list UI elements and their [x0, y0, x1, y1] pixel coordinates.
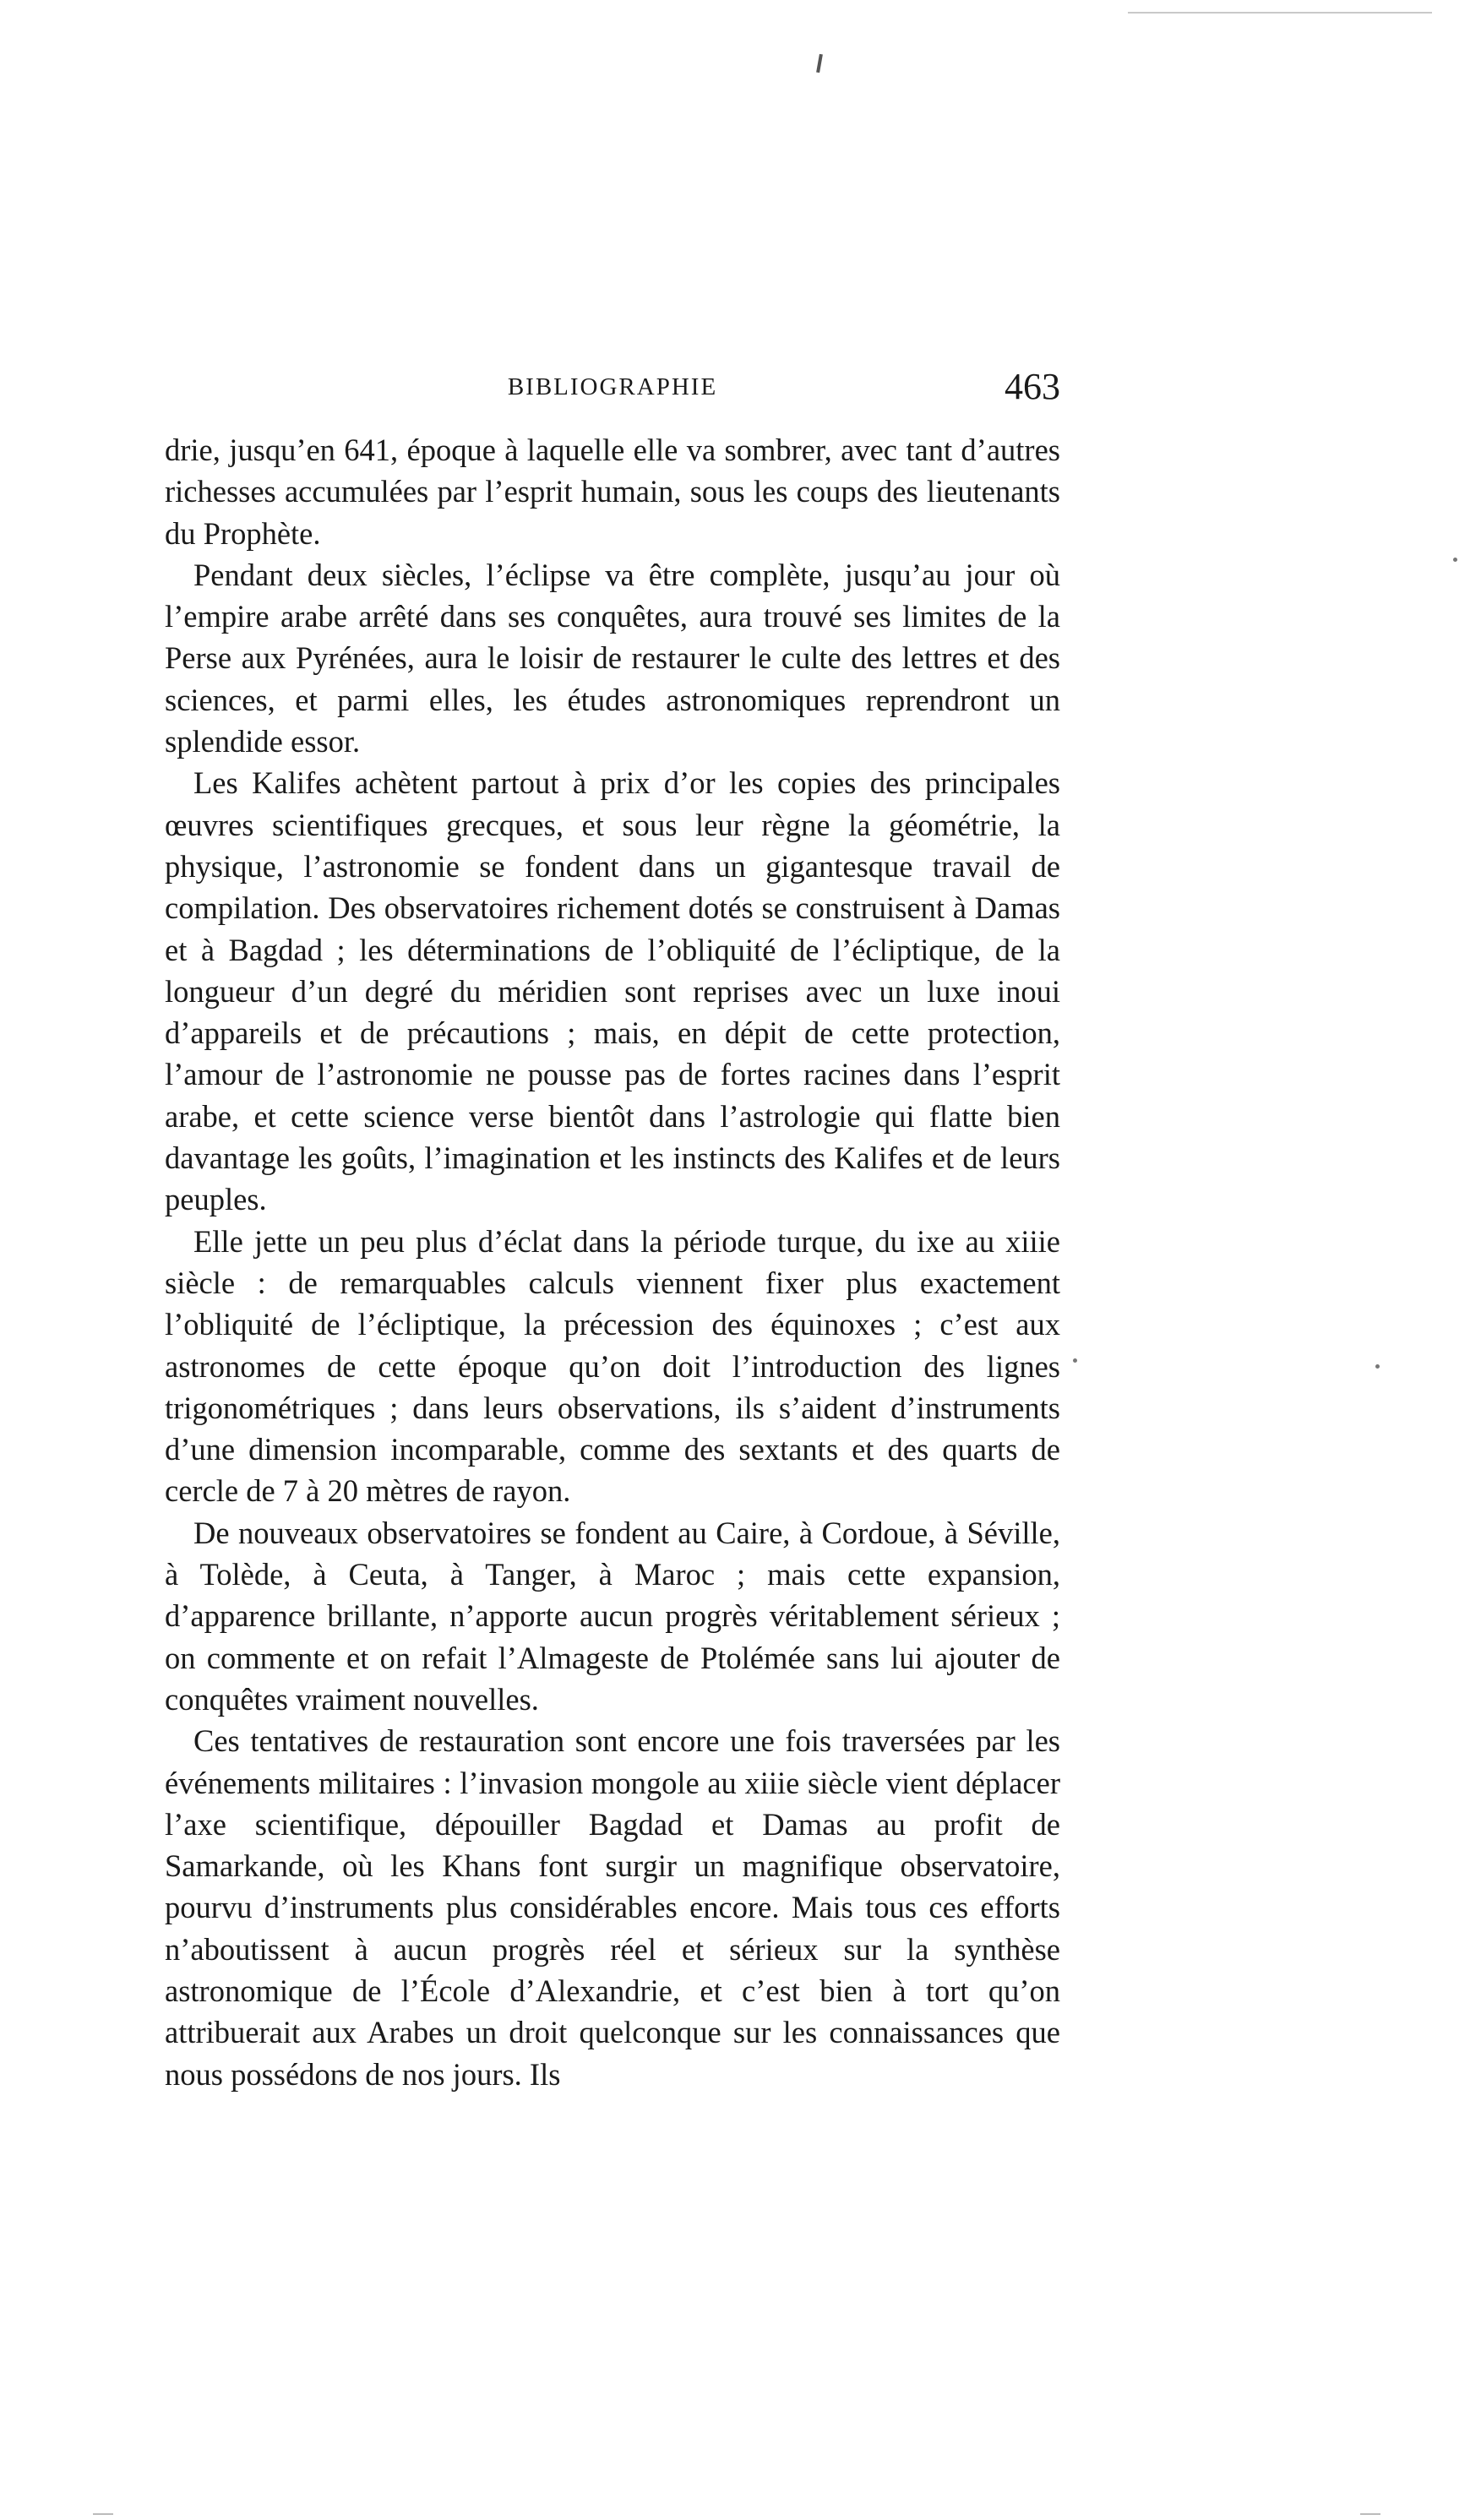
page-header: [165, 365, 1060, 416]
paragraph-observatories: De nouveaux observatoires se fondent au Caire, à Cordoue, à Séville, à Tolède, à Ceuta, à Tanger, à Maroc ; mais cette expansion, d’apparence brillante, n’apporte aucun progrès véritablement sérieux ; on commente et on refait l’Almageste de Ptolémée sans lui ajouter de conquêtes vraiment nouvelles.: [165, 1515, 1060, 1717]
body-text: [165, 429, 1060, 2095]
margin-speck: [1375, 1364, 1380, 1369]
running-head-title: BIBLIOGRAPHIE: [507, 373, 718, 400]
scan-tick-mark: [816, 54, 823, 73]
page-number: 463: [1005, 366, 1060, 407]
margin-speck: [1073, 1358, 1077, 1363]
scan-edge-rule: [1128, 12, 1432, 14]
scan-edge-mark: [93, 2513, 113, 2515]
paragraph-turkish-period: Elle jette un peu plus d’éclat dans la période turque, du ixe au xiiie siècle : de remarquables calculs viennent fixer plus exactement l’obliquité de l’écliptique, la précession des équinoxes ; c’est aux astronomes de cette époque qu’on doit l’introduction des lignes trigonométriques ; dans leurs observations, ils s’aident d’instruments d’une dimension incomparable, comme des sextants et des quarts de cercle de 7 à 20 mètres de rayon.: [165, 1223, 1060, 1509]
paragraph-mongol-invasion: Ces tentatives de restauration sont encore une fois traversées par les événements militaires : l’invasion mongole au xiiie siècle vient déplacer l’axe scientifique, dépouiller Bagdad et Damas au profit de Samarkande, où les Khans font surgir un magnifique observatoire, pourvu d’instruments plus considérables encore. Mais tous ces efforts n’aboutissent à aucun progrès réel et sérieux sur la synthèse astronomique de l’École d’Alexandrie, et c’est bien à tort qu’on attribuerait aux Arabes un droit quelconque sur les connaissances que nous possédons de nos jours. Ils: [165, 1723, 1060, 2092]
paragraph-eclipse: Pendant deux siècles, l’éclipse va être complète, jusqu’au jour où l’empire arabe arrêté dans ses conquêtes, aura trouvé ses limites de la Perse aux Pyrénées, aura le loisir de restaurer le culte des lettres et des sciences, et parmi elles, les études astronomiques reprendront un splendide essor.: [165, 557, 1060, 759]
paragraph-continuation: drie, jusqu’en 641, époque à laquelle elle va sombrer, avec tant d’autres richesses accumulées par l’esprit humain, sous les coups des lieutenants du Prophète.: [165, 433, 1060, 551]
margin-speck: [1453, 558, 1457, 562]
paragraph-kalifes: Les Kalifes achètent partout à prix d’or les copies des principales œuvres scientifiques grecques, et sous leur règne la géométrie, la physique, l’astronomie se fondent dans un gigantesque travail de compilation. Des observatoires richement dotés se construisent à Damas et à Bagdad ; les déterminations de l’obliquité de l’écliptique, de la longueur d’un degré du méridien sont reprises avec un luxe inoui d’appareils et de précautions ; mais, en dépit de cette protection, l’amour de l’astronomie ne pousse pas de fortes racines dans l’esprit arabe, et cette science verse bientôt dans l’astrologie qui flatte bien davantage les goûts, l’imagination et les instincts des Kalifes et de leurs peuples.: [165, 765, 1060, 1217]
scan-edge-mark: [1360, 2513, 1380, 2515]
